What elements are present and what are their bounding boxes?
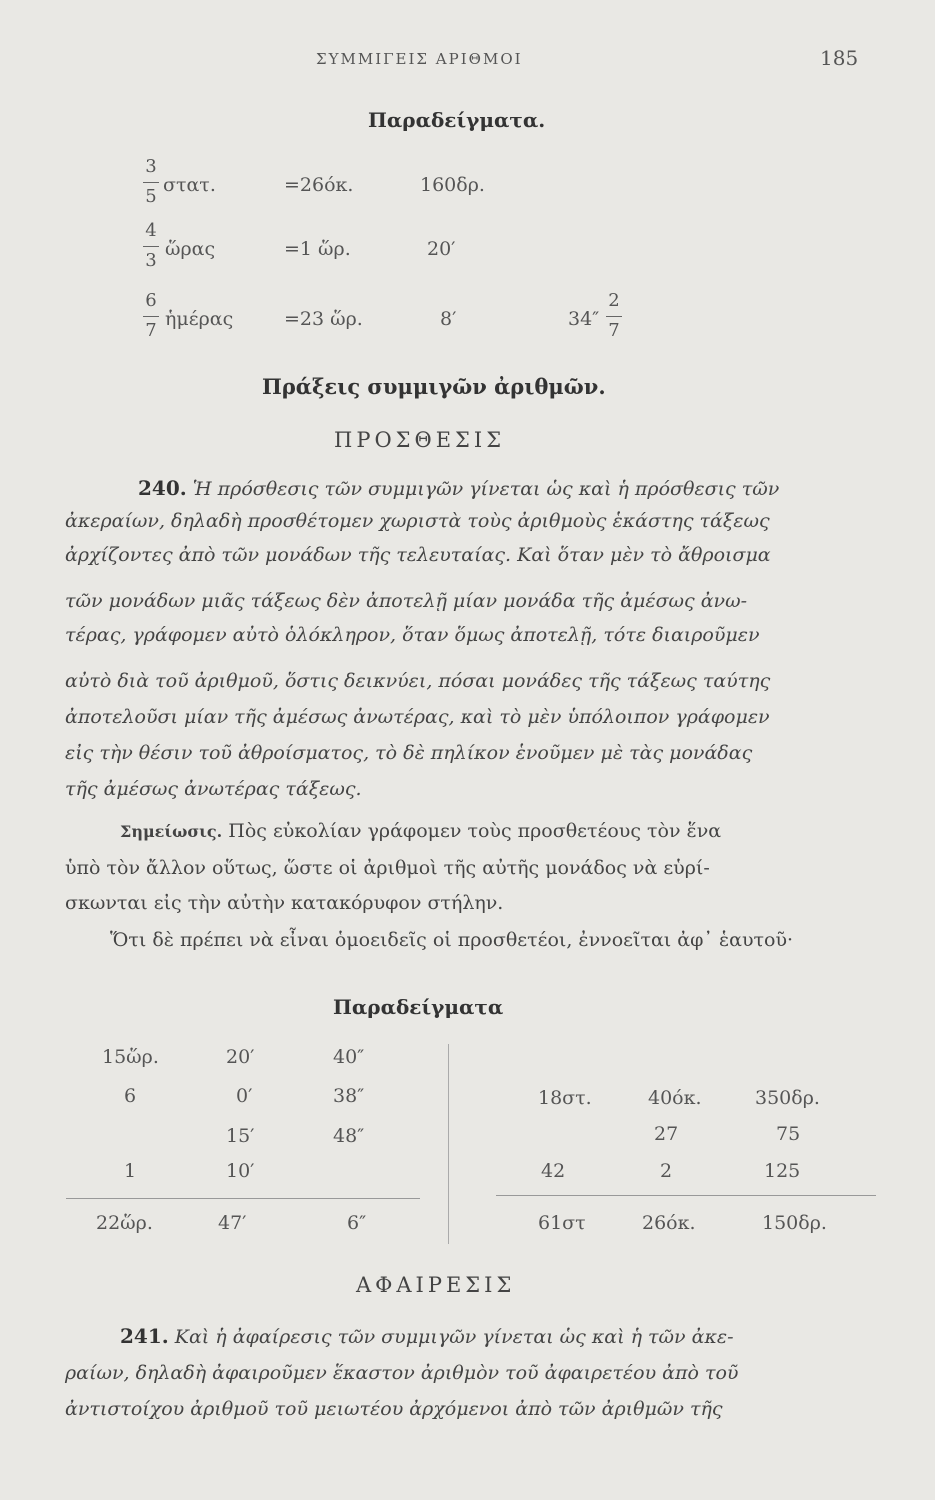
note-label: Σημείωσις. bbox=[120, 822, 223, 841]
text-line: αὐτὸ διὰ τοῦ ἀριθμοῦ, ὅστις δεικνύει, πόσαι μονάδες τῆς τάξεως ταύτης bbox=[65, 670, 771, 692]
unit: ἡμέρας bbox=[165, 308, 234, 330]
table-cell: 48″ bbox=[333, 1125, 365, 1147]
examples-title: Παραδείγματα bbox=[333, 995, 504, 1019]
fraction-numerator: 3 bbox=[145, 156, 157, 177]
table-cell: 6 bbox=[124, 1085, 137, 1107]
text-line: ἀποτελοῦσι μίαν τῆς ἀμέσως ἀνωτέρας, καὶ τὸ μὲν ὑπόλοιπον γράφομεν bbox=[65, 706, 770, 728]
table-cell: 15′ bbox=[226, 1125, 255, 1147]
seconds: 34″ bbox=[568, 308, 600, 330]
examples-title: Παραδείγματα. bbox=[368, 108, 546, 132]
text-line: ὑπὸ τὸν ἄλλον οὕτως, ὥστε οἱ ἀριθμοὶ τῆς αὐτῆς μονάδος νὰ εὑρί- bbox=[65, 857, 710, 879]
remainder: 160δρ. bbox=[420, 174, 485, 196]
fraction-bar bbox=[143, 316, 159, 317]
remainder: 20′ bbox=[427, 238, 456, 260]
text-line: τέρας, γράφομεν αὐτὸ ὁλόκληρον, ὅταν ὅμως ἀποτελῇ, τότε διαιροῦμεν bbox=[65, 624, 760, 646]
sum-rule bbox=[496, 1195, 876, 1196]
table-cell: 27 bbox=[654, 1123, 679, 1145]
addition-heading: ΠΡΟΣΘΕΣΙΣ bbox=[334, 428, 506, 452]
section-title: Πράξεις συμμιγῶν ἀριθμῶν. bbox=[262, 374, 606, 399]
text-line: ραίων, δηλαδὴ ἀφαιροῦμεν ἕκαστον ἀριθμὸν τοῦ ἀφαιρετέου ἀπὸ τοῦ bbox=[65, 1362, 739, 1384]
table-cell: 26όκ. bbox=[642, 1212, 696, 1234]
fraction-denominator: 7 bbox=[145, 320, 157, 341]
column-divider bbox=[448, 1044, 449, 1244]
fraction-denominator: 7 bbox=[608, 320, 620, 341]
table-cell: 40όκ. bbox=[648, 1087, 702, 1109]
table-cell: 10′ bbox=[226, 1160, 255, 1182]
fraction-numerator: 6 bbox=[145, 290, 157, 311]
table-cell: 0′ bbox=[236, 1085, 253, 1107]
table-cell: 75 bbox=[776, 1123, 801, 1145]
table-cell: 150δρ. bbox=[762, 1212, 827, 1234]
text-line: ἀρχίζοντες ἀπὸ τῶν μονάδων τῆς τελευταίας. Καὶ ὅταν μὲν τὸ ἄθροισμα bbox=[65, 544, 771, 566]
table-cell: 2 bbox=[660, 1160, 673, 1182]
page-number: 185 bbox=[820, 46, 859, 70]
fraction-numerator: 4 bbox=[145, 220, 157, 241]
table-cell: 6″ bbox=[347, 1212, 367, 1234]
table-cell: 38″ bbox=[333, 1085, 365, 1107]
fraction-numerator: 2 bbox=[608, 290, 620, 311]
text-line: εἰς τὴν θέσιν τοῦ ἀθροίσματος, τὸ δὲ πηλίκον ἑνοῦμεν μὲ τὰς μονάδας bbox=[65, 742, 753, 764]
table-cell: 47′ bbox=[218, 1212, 247, 1234]
table-cell: 42 bbox=[541, 1160, 566, 1182]
equivalent: =1 ὥρ. bbox=[284, 238, 351, 260]
table-cell: 18στ. bbox=[538, 1087, 592, 1109]
fraction-bar bbox=[143, 246, 159, 247]
text-line: Ὅτι δὲ πρέπει νὰ εἶναι ὁμοειδεῖς οἱ προσθετέοι, ἐννοεῖται ἀφ᾽ ἑαυτοῦ· bbox=[110, 929, 794, 951]
table-cell: 125 bbox=[764, 1160, 801, 1182]
text-line: ἀντιστοίχου ἀριθμοῦ τοῦ μειωτέου ἀρχόμενοι ἀπὸ τῶν ἀριθμῶν τῆς bbox=[65, 1398, 723, 1420]
text-line: Πὸς εὐκολίαν γράφομεν τοὺς προσθετέους τὸν ἕνα bbox=[228, 820, 722, 842]
sum-rule bbox=[66, 1198, 420, 1199]
section-number: 241. bbox=[120, 1324, 169, 1348]
unit: στατ. bbox=[163, 174, 216, 196]
text-line: τῶν μονάδων μιᾶς τάξεως δὲν ἀποτελῇ μίαν μονάδα τῆς ἀμέσως ἀνω- bbox=[65, 590, 748, 612]
remainder: 8′ bbox=[440, 308, 457, 330]
unit: ὥρας bbox=[165, 238, 216, 260]
fraction-bar bbox=[606, 316, 622, 317]
table-cell: 350δρ. bbox=[755, 1087, 820, 1109]
text-line: τῆς ἀμέσως ἀνωτέρας τάξεως. bbox=[65, 778, 362, 800]
fraction-bar bbox=[143, 182, 159, 183]
table-cell: 61στ bbox=[538, 1212, 586, 1234]
text-line: σκωνται εἰς τὴν αὐτὴν κατακόρυφον στήλην. bbox=[65, 892, 504, 914]
table-cell: 1 bbox=[124, 1160, 137, 1182]
table-cell: 40″ bbox=[333, 1046, 365, 1068]
table-cell: 22ὥρ. bbox=[96, 1212, 153, 1234]
text-line: Καὶ ἡ ἀφαίρεσις τῶν συμμιγῶν γίνεται ὡς καὶ ἡ τῶν ἀκε- bbox=[174, 1326, 734, 1348]
subtraction-heading: ΑΦΑΙΡΕΣΙΣ bbox=[356, 1273, 516, 1297]
fraction-denominator: 5 bbox=[145, 186, 157, 207]
equivalent: =26όκ. bbox=[284, 174, 354, 196]
running-title: ΣΥΜΜΙΓΕΙΣ ΑΡΙΘΜΟΙ bbox=[316, 50, 523, 68]
text-line: Ἡ πρόσθεσις τῶν συμμιγῶν γίνεται ὡς καὶ ἡ πρόσθεσις τῶν bbox=[192, 478, 780, 500]
table-cell: 15ὥρ. bbox=[102, 1046, 159, 1068]
equivalent: =23 ὥρ. bbox=[284, 308, 363, 330]
fraction-denominator: 3 bbox=[145, 250, 157, 271]
table-cell: 20′ bbox=[226, 1046, 255, 1068]
section-number: 240. bbox=[138, 476, 187, 500]
text-line: ἀκεραίων, δηλαδὴ προσθέτομεν χωριστὰ τοὺς ἀριθμοὺς ἑκάστης τάξεως bbox=[65, 510, 770, 532]
